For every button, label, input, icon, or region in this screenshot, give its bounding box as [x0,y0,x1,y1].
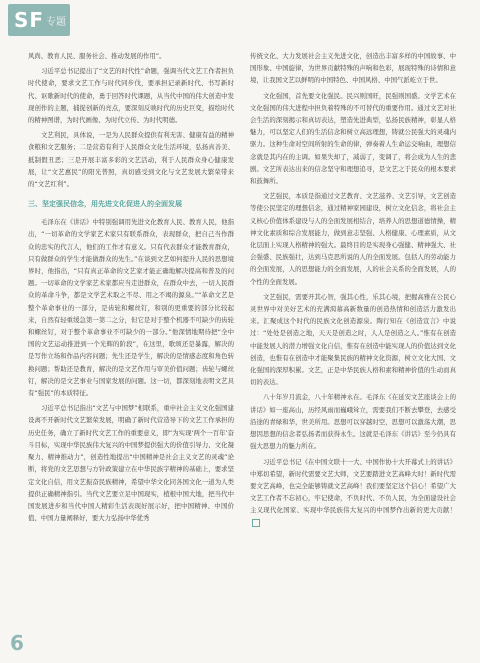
article-body [28,50,456,620]
logo-subtext: 专题 [46,17,66,28]
paragraph-text: 习近平总书记指出“文艺与中国梦”相联系，重申社会主义文化强国建设离不开新时代文艺繁荣发展，明确了新时代营造导下的文艺工作承担的历史任务，确立了新时代文艺工作的重要意义，即“为实现‘两个一百年’奋斗目标，实现中华民族伟大复兴的中国梦提供强大的价值引导力、文化凝聚力、精神推动力”，创造性地提出“中国精神是社会主义文艺的灵魂”论断，将党的文艺思想与方针政策建立在中华民族宇精神的基础上，要求坚定文化自信，用文艺振奋民族精神，希望中华文化同各国文化一道为人类提供正确精神指引。当代文艺要立足中国现实，植根中国大地，把当代中国发展进步和当代中国人精彩生活表现好展示好，把中国精神、中国价值、中国力量阐释好，要大力弘扬中华优秀 [28,404,234,523]
paragraph [28,402,234,524]
paragraph [28,65,234,126]
paragraph-text: 文化强国，首先要文化强民。民兴则国旺，民强则国盛。文学艺术在文化强国的伟大进程中担负着特殊的不可替代的重要作用。通过文艺对社会生活的深刻揭示和真切表达，塑造先进典型，弘扬民族精神，彰显人格魅力，可以坚定人们的生活信念和树立高远理想，铸就公民强大的灵魂内驱力。这种生命对空间所射的生命的律，弹奏着人生命运交响曲，理想信念就是其内在的主调。如果失却了，减弱了，变调了，将会成为人生的悲剧。文艺所表达出来的信念坚守和理想追寻，是文艺之于民众的根本要求和鼓舞所。 [250,91,456,186]
paragraph [250,50,456,87]
section-heading: 三、坚定强民信念，用先进文化促进人的全面发展 [28,200,182,209]
paragraph [28,216,234,399]
magazine-logo [8,4,70,36]
left-column [28,50,234,620]
page-header [0,0,480,42]
paragraph-text: 习近平总书记《在中国文联十一大、中国作协十大开幕式上的讲话》中郑切希望，新时代需要文艺大师，文艺要踏进文艺高峰大时！新时代需要文艺高峰，也完全能够铸就文艺高峰！我们要坚定这个信心！希望广大文艺工作者不忘初心，牢记使命，不负时代、不负人民，为全面建设社会主义现代化国家、实现中华民族伟大复兴的中国梦作出新的更大贡献！ [250,457,456,515]
page-number: 6 [10,631,24,655]
paragraph-text: 八十年岁月流金，八十年精神永在。毛泽东《在延安文艺座谈会上的讲话》如一座高山，历经风雨而巍峨耸立，需要我们不断去攀登，去感受沿途的青绿和华，世美所用。思想可以穿越时空，思想可以激荡大潮，思想因思想的信念者弘扬者而获得永生。这就是毛泽东《讲话》至今仍具有强大思想力的魅力所在。 [250,393,456,451]
right-column [250,50,456,620]
paragraph [28,50,234,62]
paragraph [250,391,456,452]
paragraph-text: 文艺利民，具体说，一是为人民群众提供有利无害、健康有益的精神食粮和文艺服务；二是营造有利于人民群众文化生活环境，弘扬真善美、抵制假丑恶；三是开展丰富多彩的文艺活动，利于人民群众身心健康发展，让“文艺惠民”的阳光普照，真切感受到文化与文艺发展大繁荣带来的“文艺红利”。 [28,131,234,189]
paragraph [250,90,456,188]
logo-text: SF [14,8,45,32]
paragraph [250,456,456,529]
paragraph-text: 文艺强民，本质是指通过文艺教育、文艺滋养、文艺引导，文艺创造等使公民坚定的理想信念，通过精神家园建设，树立文化信念，将社会主义核心价值体系建设与人的全面发展相结合，培养人的思想道德情操，精神文化素质和综合发展能力，做到意志坚强、人格健康、心理素质，从文化层面上实现人格精神的强大。最终目的是实现身心强健、精神强大、社会强盛、民族强壮，达到马克思所说的人的全面发展。包括人的劳动能力的全面发展，人的思想能力的全面发展，人的社会关系的全面发展，人的个性的全面发展。 [250,192,456,286]
paragraph-text: 风尚、教育人民、服务社会、推动发展的作用”。 [28,52,166,60]
paragraph-text: 传统文化、大力发展社会主义先进文化，创造出丰富多样的中国故事、中国形象、中国旋律，为世界贡献特殊的声响和色彩，展现特殊的诗情和意境，让我国文艺以鲜明的中国特色、中国风格、中国气派屹立于世。 [250,52,456,85]
paragraph [250,291,456,389]
paragraph-text: 文艺强民，需要开其心智，强其心性，乐其心境，把握高雅在公民心灵世界中对美好艺术的充满渴慕高新数量的创造热情和创造活力激发出来。汇聚成这个时代的民族文化创造源泉。陶行知在《创造宣言》中说过：“处处是创造之地，天天是创造之时，人人是创造之人。”惟有在创造中能发展人的潜力增强文化自信，惟有在创造中能实现人的价值达到文化创造，也惟有在创造中才能聚集民族的精神文化资源，树立文化大国、文化强国的深厚积累。文艺，正是中华民族人格和素和精神价值的生动而真切的表达。 [250,292,456,387]
paragraph [28,129,234,190]
end-of-article-icon [252,519,260,527]
paragraph [250,190,456,288]
paragraph-text: 毛泽东在《讲话》中特别强调用先进文化教育人民、教育人民，他指出，“一切革命的文学家艺术家只有联系群众，表现群众，把自己当作群众的忠实的代言人，他们的工作才有意义。只有代表群众才能教育群众，只有做群众的学生才能做群众的先生。”在谈到文艺如何提升人民的思想境界时，他指出，“只有真正革命的文艺家才能正确地解决提高和普及的问题。一切革命的文学家艺术家都应当走进群众，在群众中去，一切人民群众的革命斗争，都是文学艺术取之不尽、用之不竭的源泉。”“革命文艺是整个革命事业的一部分，是齿轮和螺丝钉，和别的更重要的部分比较起来，自然有轻重缓急第一第二之分，但它是对于整个机器不可缺少的齿轮和螺丝钉，对于整个革命事业不可缺少的一部分。”他深情地期待把“全中国的文艺运动推进到一个光辉的阶段”，在这里，歌颂还是暴露，解决的是写作立场和作品内容问题；先生还是学生，解决的是情感态度和角色转换问题；帮助还是教育，解决的是文艺作用与审美价值问题；齿轮与螺丝钉，解决的是文艺事业与国家发展的问题。这一切，都深刻地表明文艺具有“强民”的本质特征。 [28,218,234,398]
paragraph-text: 习近平总书记提出了“文艺的时代性”命题，强调当代文艺工作者担负时代使命，要求文艺工作与时代同步伐，要承担记录新时代、书写新时代、讴歌新时代的使命，勇于回答时代课题，从当代中国的伟大创造中发现创作的主题，捕捉创新的亮点，要深刻反映时代的历史巨变，描绘时代的精神图谱，为时代画像、为时代立传、为时代明德。 [28,67,234,125]
